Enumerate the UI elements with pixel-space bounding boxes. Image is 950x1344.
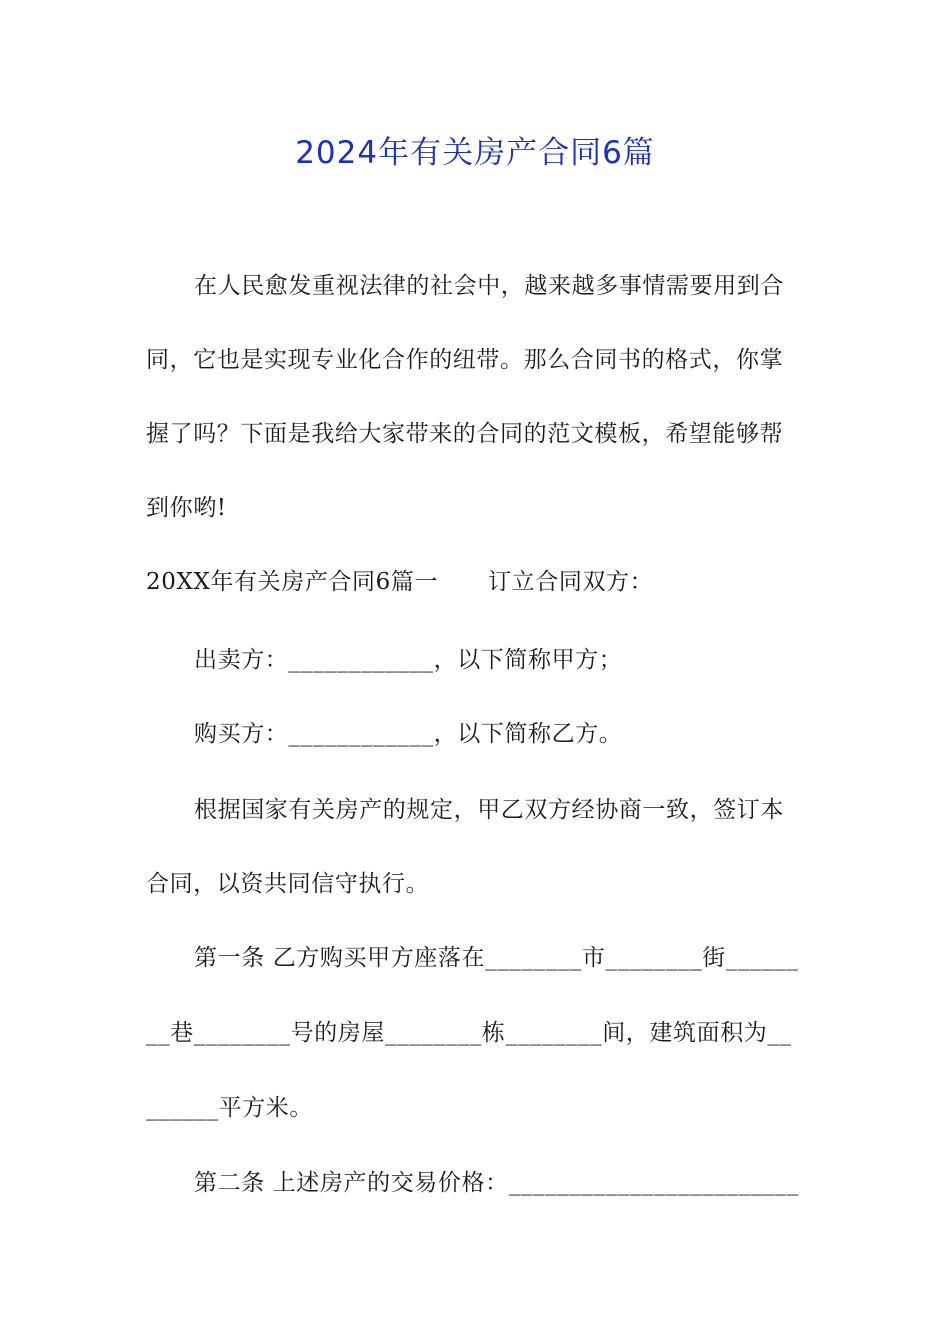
article-one-line: ______平方米。	[146, 1095, 313, 1121]
paragraph-line: 在人民愈发重视法律的社会中，越来越多事情需要用到合	[194, 273, 784, 299]
article-one-line: 第一条 乙方购买甲方座落在________市________街______	[194, 945, 799, 971]
buyer-line: 购买方：____________，以下简称乙方。	[194, 721, 623, 747]
paragraph-line: 握了吗？下面是我给大家带来的合同的范文模板，希望能够帮	[146, 421, 784, 447]
article-one-line: __巷________号的房屋________栋________间，建筑面积为__	[146, 1020, 792, 1046]
seller-line: 出卖方：____________，以下简称甲方；	[194, 647, 623, 673]
paragraph-line: 同，它也是实现专业化合作的纽带。那么合同书的格式，你掌	[146, 347, 784, 373]
section-heading-line	[146, 566, 653, 598]
paragraph-line: 根据国家有关房产的规定，甲乙双方经协商一致，签订本	[194, 797, 784, 823]
paragraph-line: 到你哟!	[146, 495, 227, 521]
article-two-line: 第二条 上述房产的交易价格：________________________	[194, 1170, 800, 1196]
section-heading: 20XX年有关房产合同6篇一	[146, 569, 439, 595]
document-title: 2024年有关房产合同6篇	[295, 135, 655, 171]
paragraph-line: 合同，以资共同信守执行。	[146, 871, 430, 897]
parties-intro: 订立合同双方：	[488, 569, 654, 595]
